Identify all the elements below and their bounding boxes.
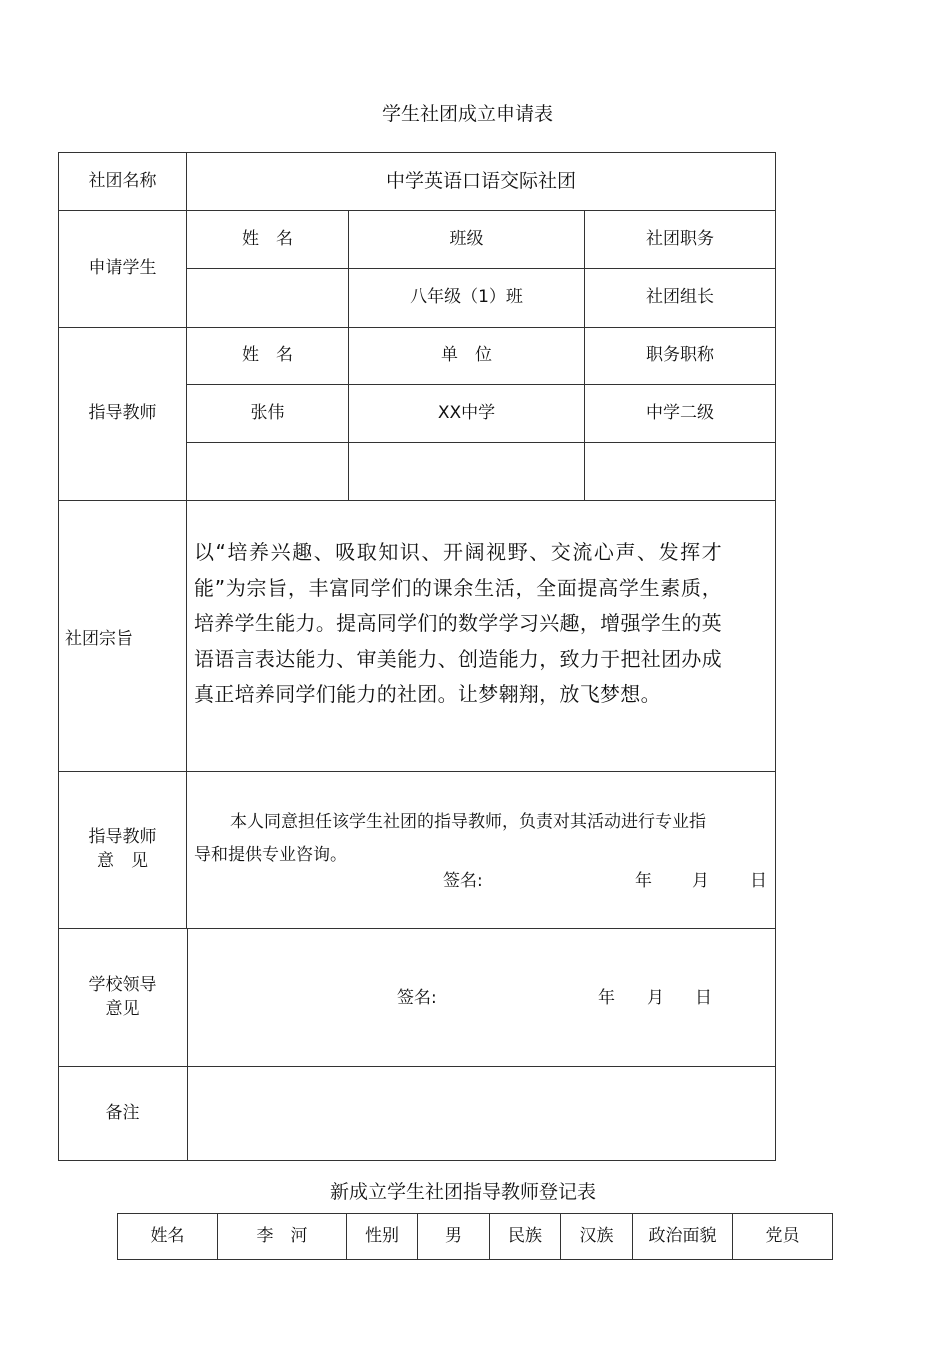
teacher-unit-empty	[349, 443, 584, 500]
student-role-header: 社团职务	[646, 228, 714, 249]
student-name-value	[187, 269, 348, 327]
teacher-name-value: 张伟	[250, 402, 285, 423]
reg-gender-value: 男	[445, 1225, 462, 1246]
reg-gender-label: 性别	[365, 1225, 399, 1246]
teacher-opinion-label-line2: 意 见	[97, 851, 148, 871]
student-class-header: 班级	[449, 228, 484, 249]
purpose-text: 以“培养兴趣、吸取知识、开阔视野、交流心声、发挥才能”为宗旨，丰富同学们的课余生活，全面提高学生素质，培养学生能力。提高同学们的数学学习兴趣，增强学生的英语语言表达能力、审美能力、创造能力，致力于把社团办成真正培养同学们能力的社团。让梦翱翔，放飞梦想。	[194, 540, 722, 706]
school-sign-day: 日	[695, 988, 712, 1008]
student-class-value: 八年级（1）班	[410, 287, 523, 308]
teacher-sign-label: 签名:	[443, 871, 483, 891]
form-title: 学生社团成立申请表	[381, 103, 553, 125]
teacher-title-empty	[585, 443, 775, 500]
school-sign-year: 年	[598, 988, 615, 1008]
school-opinion-label	[59, 929, 186, 1066]
teacher-unit-header: 单 位	[441, 345, 492, 366]
student-role-value: 社团组长	[646, 287, 714, 308]
teacher-opinion-text: 本人同意担任该学生社团的指导教师，负责对其活动进行专业指导和提供专业咨询。	[194, 812, 706, 865]
teacher-sign-year: 年	[635, 871, 652, 891]
teacher-sign-month: 月	[692, 871, 709, 891]
club-name-label: 社团名称	[88, 170, 157, 191]
club-name-value: 中学英语口语交际社团	[385, 170, 576, 193]
registration-title: 新成立学生社团指导教师登记表	[329, 1181, 596, 1203]
teacher-label: 指导教师	[88, 403, 157, 424]
school-opinion-label-line2: 意见	[105, 998, 140, 1019]
reg-name-label: 姓名	[150, 1225, 185, 1246]
student-name-header: 姓 名	[242, 228, 293, 249]
teacher-title-value: 中学二级	[646, 402, 714, 423]
teacher-sign-day: 日	[750, 871, 767, 891]
teacher-opinion-label	[59, 772, 186, 928]
purpose-label: 社团宗旨	[65, 629, 133, 649]
applicant-student-label: 申请学生	[88, 258, 157, 279]
reg-ethnicity-value: 汉族	[579, 1225, 614, 1246]
teacher-name-header: 姓 名	[242, 345, 293, 366]
teacher-name-empty	[187, 443, 348, 500]
teacher-title-header: 职务职称	[646, 345, 714, 366]
school-sign-month: 月	[647, 988, 664, 1008]
remarks-label: 备注	[105, 1102, 140, 1123]
school-opinion-label-line1: 学校领导	[88, 974, 157, 995]
teacher-unit-value: XX中学	[437, 402, 496, 423]
school-sign-label: 签名:	[397, 988, 437, 1008]
reg-ethnicity-label: 民族	[508, 1225, 542, 1246]
reg-political-label: 政治面貌	[648, 1225, 717, 1246]
reg-political-value: 党员	[765, 1225, 800, 1246]
teacher-opinion-label-line1: 指导教师	[88, 827, 157, 848]
reg-name-value: 李 河	[256, 1225, 308, 1246]
